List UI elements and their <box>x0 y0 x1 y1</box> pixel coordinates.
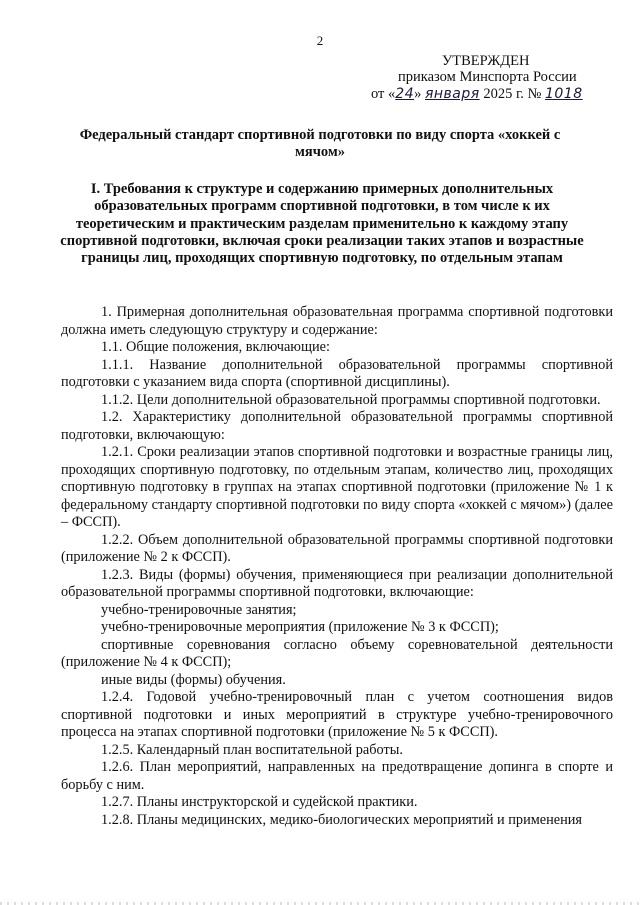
paragraph: 1.2.4. Годовой учебно-тренировочный план с учетом соотношения видов спортивной подготовки и иных мероприятий в структуре учебно-тренировочного процесса на этапах спортивной подготовки (приложение № 5 к ФССП). <box>61 689 613 740</box>
handwritten-day: 24 <box>395 86 415 102</box>
paragraph: 1.2.1. Сроки реализации этапов спортивной подготовки и возрастные границы лиц, проходящих спортивную подготовку, по отдельным этапам, количество лиц, проходящих спортивную подготовку в группах на этапах спортивной подготовки (приложение № 1 к федеральному стандарту спортивной подготовки по виду спорта «хоккей с мячом») (далее – ФССП). <box>61 444 613 530</box>
year-and-number-label: 2025 г. № <box>483 86 542 102</box>
paragraph: 1.2.5. Календарный план воспитательной работы. <box>101 741 403 758</box>
document-body <box>61 304 613 829</box>
date-prefix: от « <box>371 86 396 102</box>
paragraph: 1.1.1. Название дополнительной образовательной программы спортивной подготовки с указанием вида спорта (спортивной дисциплины). <box>61 356 613 390</box>
paragraph: 1.2.7. Планы инструкторской и судейской практики. <box>101 794 418 810</box>
paragraph: иные виды (формы) обучения. <box>101 671 286 688</box>
paragraph: учебно-тренировочные мероприятия (приложение № 3 к ФССП); <box>101 619 499 635</box>
date-quote: » <box>414 86 422 102</box>
paragraph: 1.2.2. Объем дополнительной образовательной программы спортивной подготовки (приложение № 2 к ФССП). <box>61 531 613 565</box>
paragraph: 1.2.3. Виды (формы) обучения, применяющиеся при реализации дополнительной образовательной программы спортивной подготовки, включающие: <box>61 566 613 600</box>
page-number: 2 <box>316 33 324 48</box>
paragraph: 1.2. Характеристику дополнительной образовательной программы спортивной подготовки, включающую: <box>61 409 613 443</box>
section-heading: I. Требования к структуре и содержанию примерных дополнительных образовательных программ спортивной подготовки, в том числе к их теоретическим и практическим разделам применительно к каждому этапу спортивной подготовки, включая сроки реализации таких этапов и возрастные границы лиц, проходящих спортивную подготовку, по отдельным этапам <box>60 181 584 267</box>
paragraph: 1. Примерная дополнительная образовательная программа спортивной подготовки должна иметь следующую структуру и содержание: <box>61 304 613 338</box>
paragraph: 1.1. Общие положения, включающие: <box>101 339 330 355</box>
approval-order-line: приказом Минспорта России <box>398 69 577 85</box>
paragraph: спортивные соревнования согласно объему соревновательной деятельности (приложение № 4 к ФССП); <box>61 636 613 670</box>
paragraph: учебно-тренировочные занятия; <box>101 601 297 618</box>
approval-stamp-title: УТВЕРЖДЕН <box>442 53 530 69</box>
document-title: Федеральный стандарт спортивной подготовки по виду спорта «хоккей с мячом» <box>79 127 561 160</box>
paragraph: 1.2.8. Планы медицинских, медико-биологических мероприятий и применения <box>101 811 582 828</box>
approval-date-line <box>371 86 583 103</box>
paragraph: 1.2.6. План мероприятий, направленных на предотвращение допинга в спорте и борьбу с ним. <box>61 759 613 793</box>
paragraph: 1.1.2. Цели дополнительной образовательной программы спортивной подготовки. <box>101 391 601 408</box>
handwritten-month: января <box>424 86 480 102</box>
handwritten-order-number: 1018 <box>544 86 583 102</box>
